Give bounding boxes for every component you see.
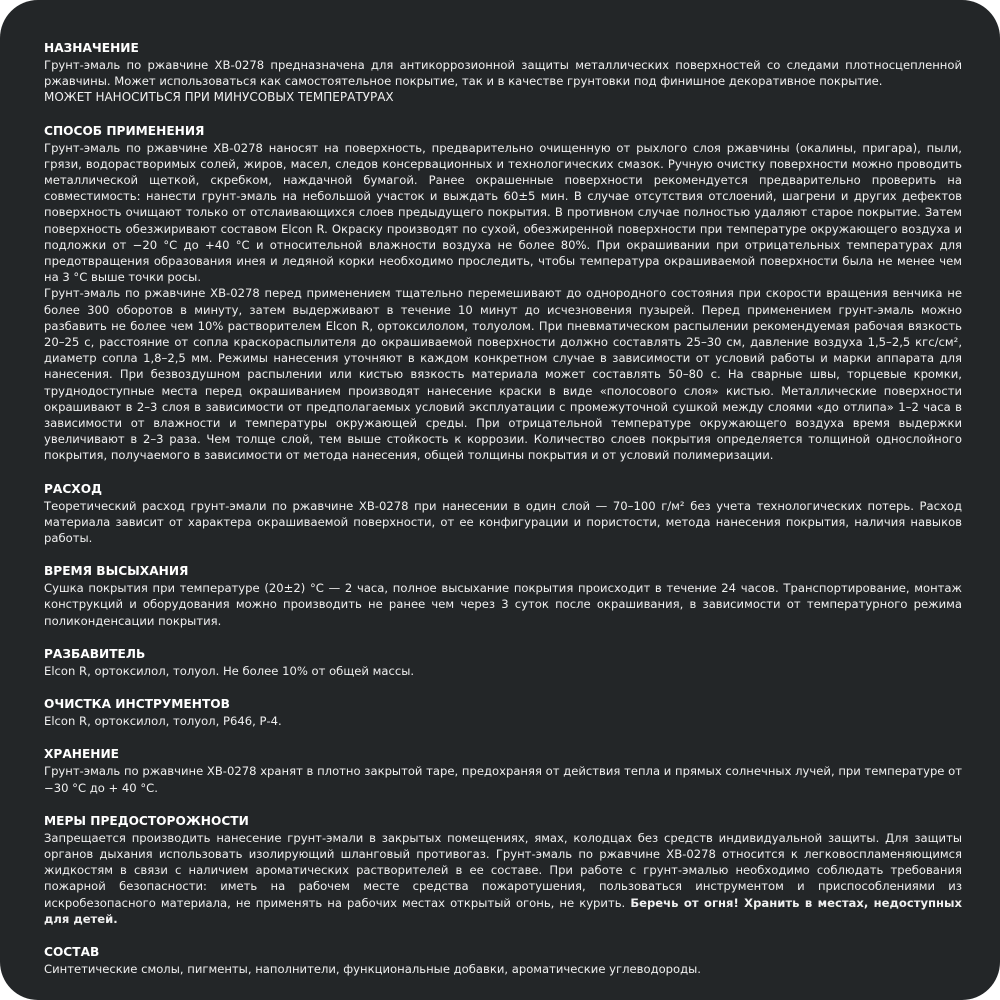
section-heading-safety: МЕРЫ ПРЕДОСТОРОЖНОСТИ bbox=[44, 813, 249, 828]
composition-text: Синтетические смолы, пигменты, наполнители, функциональные добавки, ароматические углеводороды. bbox=[44, 961, 701, 976]
document-body bbox=[44, 40, 962, 994]
section-safety bbox=[44, 813, 962, 927]
section-heading-purpose: НАЗНАЧЕНИЕ bbox=[44, 41, 139, 55]
drying-text: Сушка покрытия при температуре (20±2) °С — 2 часа, полное высыхание покрытия происходит в течение 24 часов. Транспортирование, монтаж конструкций и оборудования можно производить не ранее чем через 3 суток после окрашивания, в зависимости от температурного режима поликонденсации покрытия. bbox=[44, 581, 962, 628]
section-purpose bbox=[44, 40, 962, 106]
section-cleaning bbox=[44, 696, 962, 729]
purpose-note: МОЖЕТ НАНОСИТЬСЯ ПРИ МИНУСОВЫХ ТЕМПЕРАТУРАХ bbox=[44, 90, 394, 105]
section-drying bbox=[44, 563, 962, 629]
cleaning-text: Elcon R, ортоксилол, толуол, Р646, Р-4. bbox=[44, 714, 282, 729]
section-thinner bbox=[44, 646, 962, 679]
section-storage bbox=[44, 746, 962, 795]
safety-paragraph bbox=[44, 830, 962, 927]
safety-warning: Беречь от огня! Хранить в местах, недоступных для детей. bbox=[44, 895, 963, 926]
application-paragraph-1: Грунт-эмаль по ржавчине ХВ-0278 наносят на поверхность, предварительно очищенную от рыхлого слоя ржавчины (окалины, пригара), пыли, грязи, водорастворимых солей, жиров, масел, следов консервационных и технологических смазок. Ручную очистку поверхности можно проводить металлической щеткой, скребком, наждачной бумагой. Ранее окрашенные поверхности рекомендуется предварительно проверить на совместимость: нанести грунт-эмаль на небольшой участок и выждать 60±5 мин. В случае отсутствия отслоений, шагрени и других дефектов поверхность очищают только от отслаивающихся слоев предыдущего покрытия. В противном случае полностью удаляют старое покрытие. Затем поверхность обезжиривают составом Elcon R. Окраску производят по сухой, обезжиренной поверхности при температуре окружающего воздуха и подложки от −20 °С до +40 °С и относительной влажности воздуха не более 80%. При окрашивании при отрицательных температурах для предотвращения образования инея и ледяной корки необходимо проследить, чтобы температура окрашиваемой поверхности была не менее чем на 3 °С выше точки росы. bbox=[44, 140, 962, 285]
section-application bbox=[44, 123, 962, 464]
section-heading-storage: ХРАНЕНИЕ bbox=[44, 747, 120, 762]
section-heading-cleaning: ОЧИСТКА ИНСТРУМЕНТОВ bbox=[44, 697, 230, 712]
purpose-text: Грунт-эмаль по ржавчине ХВ-0278 предназначена для антикоррозионной защиты металлических поверхностей со следами плотносцепленной ржавчины. Может использоваться как самостоятельное покрытие, так и в качестве грунтовки под финишное декоративное покрытие. bbox=[44, 58, 962, 89]
section-heading-application: СПОСОБ ПРИМЕНЕНИЯ bbox=[44, 123, 205, 138]
section-consumption bbox=[44, 481, 962, 547]
section-heading-thinner: РАЗБАВИТЕЛЬ bbox=[44, 646, 146, 661]
section-heading-composition: СОСТАВ bbox=[44, 944, 100, 959]
consumption-text: Теоретический расход грунт-эмали по ржавчине ХВ-0278 при нанесении в один слой — 70–100 г/м² без учета технологических потерь. Расход материала зависит от характера окрашиваемой поверхности, от ее конфигурации и пористости, метода нанесения покрытия, наличия навыков работы. bbox=[44, 498, 962, 546]
section-heading-consumption: РАСХОД bbox=[44, 481, 102, 496]
safety-text: Запрещается производить нанесение грунт-эмали в закрытых помещениях, ямах, колодцах без средств индивидуальной защиты. Для защиты органов дыхания использовать изолирующий шланговый противогаз. Грунт-эмаль по ржавчине ХВ-0278 относится к легковоспламеняющимся жидкостям в связи с наличием ароматических растворителей в ее составе. При работе с грунт-эмалью необходимо соблюдать требования пожарной безопасности: иметь на рабочем месте средства пожаротушения, пользоваться инструментом и приспособлениями из искробезопасного материала, не применять на рабочих местах открытый огонь, не курить. bbox=[44, 830, 962, 910]
thinner-text: Elcon R, ортоксилол, толуол. Не более 10% от общей массы. bbox=[44, 663, 415, 678]
storage-text: Грунт-эмаль по ржавчине ХВ-0278 хранят в плотно закрытой таре, предохраняя от действия тепла и прямых солнечных лучей, при температуре от −30 °С до + 40 °С. bbox=[44, 764, 962, 795]
section-composition bbox=[44, 944, 962, 977]
application-paragraph-2: Грунт-эмаль по ржавчине ХВ-0278 перед применением тщательно перемешивают до однородного состояния при скорости вращения венчика не более 300 оборотов в минуту, затем выдерживают в течение 10 минут до исчезновения пузырей. Перед применением грунт-эмаль можно разбавить не более чем 10% растворителем Elcon R, ортоксилолом, толуолом. При пневматическом распылении рекомендуемая рабочая вязкость 20–25 с, расстояние от сопла краскораспылителя до окрашиваемой поверхности должно составлять 25–30 см, давление воздуха 1,5–2,5 кгс/см², диаметр сопла 1,8–2,5 мм. Режимы нанесения уточняют в каждом конкретном случае в зависимости от условий работы и марки аппарата для нанесения. При безвоздушном распылении или кистью вязкость материала может составлять 50–80 с. На сварные швы, торцевые кромки, труднодоступные места перед окрашиванием производят нанесение краски в виде «полосового слоя» кистью. Металлические поверхности окрашивают в 2–3 слоя в зависимости от предполагаемых условий эксплуатации с промежуточной сушкой между слоями «до отлипа» 1–2 часа в зависимости от влажности и температуры окружающей среды. При отрицательной температуре окружающего воздуха время выдержки увеличивают в 2–3 раза. Чем толще слой, тем выше стойкость к коррозии. Количество слоев покрытия определяется толщиной однослойного покрытия, получаемого в зависимости от метода нанесения, общей толщины покрытия и от условий полимеризации. bbox=[44, 286, 962, 463]
section-heading-drying: ВРЕМЯ ВЫСЫХАНИЯ bbox=[44, 564, 189, 579]
